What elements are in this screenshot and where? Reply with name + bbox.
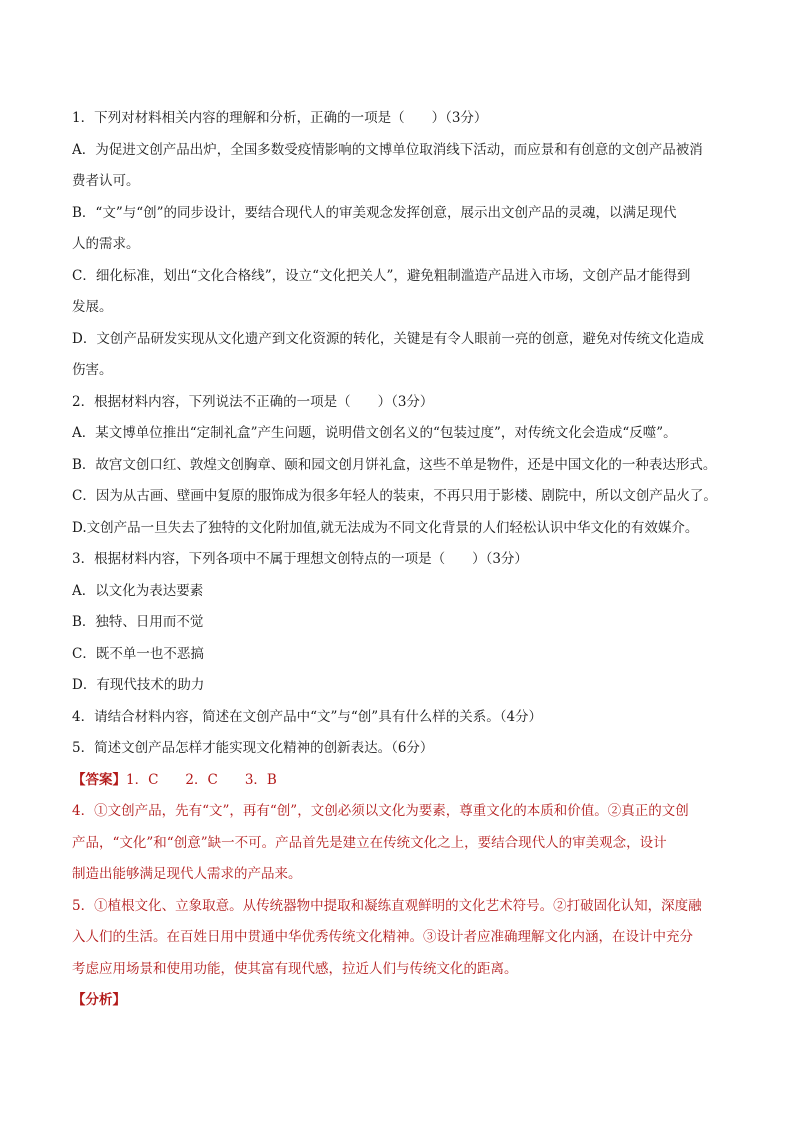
question-2-option-b: B．故宫文创口红、敦煌文创胸章、颐和园文创月饼礼盒，这些不单是物件，还是中国文化的一种表达形式。 <box>72 456 717 473</box>
question-1-option-a-line-1: A．为促进文创产品出炉，全国多数受疫情影响的文博单位取消线下活动，而应景和有创意的文创产品被消 <box>72 141 703 158</box>
question-1-stem: 1．下列对材料相关内容的理解和分析，正确的一项是（ ）（3分） <box>72 110 488 126</box>
question-1-option-d-line-2: 伤害。 <box>72 362 113 378</box>
answer-4-line-2: 产品，“文化”和“创意”缺一不可。产品首先是建立在传统文化之上，要结合现代人的审美观念，设计 <box>72 834 667 851</box>
question-3-option-a: A．以文化为表达要素 <box>72 582 204 599</box>
question-2-stem: 2．根据材料内容，下列说法不正确的一项是（ ）（3分） <box>72 393 434 410</box>
answer-4-line-3: 制造出能够满足现代人需求的产品来。 <box>72 866 302 882</box>
question-3-option-c: C．既不单一也不恶搞 <box>72 645 204 662</box>
answer-4-line-1: 4．①文创产品，先有“文”，再有“创”，文创必须以文化为要素，尊重文化的本质和价值。②真正的文创 <box>72 803 689 819</box>
question-1-option-c-line-1: C．细化标准，划出“文化合格线”，设立“文化把关人”，避免粗制滥造产品进入市场，文创产品才能得到 <box>72 267 691 284</box>
question-5-stem: 5．简述文创产品怎样才能实现文化精神的创新表达。（6分） <box>72 740 434 756</box>
analysis-heading <box>72 985 724 1017</box>
question-2-option-d: D.文创产品一旦失去了独特的文化附加值,就无法成为不同文化背景的人们轻松认识中华文化的有效媒介。 <box>72 519 699 536</box>
question-1-option-d-line-1: D．文创产品研发实现从文化遗产到文化资源的转化，关键是有令人眼前一亮的创意，避免对传统文化造成 <box>72 330 704 347</box>
question-1-option-b-line-2: 人的需求。 <box>72 236 140 252</box>
question-1-option-a-line-2: 费者认可。 <box>72 173 140 189</box>
page-content <box>72 103 724 1017</box>
question-2-option-c: C．因为从古画、壁画中复原的服饰成为很多年轻人的装束，不再只用于影楼、剧院中，所以文创产品火了。 <box>72 488 717 504</box>
question-3-option-b: B．独特、日用而不觉 <box>72 614 204 630</box>
question-3-stem: 3．根据材料内容，下列各项中不属于理想文创特点的一项是（ ）（3分） <box>72 551 528 567</box>
question-1-option-b-line-1: B．“文”与“创”的同步设计，要结合现代人的审美观念发挥创意，展示出文创产品的灵魂，以满足现代 <box>72 204 677 221</box>
question-1-option-c-line-2: 发展。 <box>72 299 113 315</box>
question-2-option-a: A．某文博单位推出“定制礼盒”产生问题，说明借文创名义的“包装过度”，对传统文化会造成“反噬”。 <box>72 425 677 441</box>
question-3-option-d: D．有现代技术的助力 <box>72 677 205 693</box>
answer-label: 【答案】 <box>72 771 126 788</box>
answer-choices: 1．C 2．C 3．B <box>126 771 277 788</box>
answer-5-line-1: 5．①植根文化、立象取意。从传统器物中提取和凝练直观鲜明的文化艺术符号。②打破固化认知，深度融 <box>72 897 702 914</box>
question-4-stem: 4．请结合材料内容，简述在文创产品中“文”与“创”具有什么样的关系。（4分） <box>72 708 543 725</box>
answer-5-line-3: 考虑应用场景和使用功能，使其富有现代感，拉近人们与传统文化的距离。 <box>72 960 518 977</box>
analysis-label: 【分析】 <box>72 992 126 1008</box>
answer-choices-line <box>72 765 724 797</box>
answer-5-line-2: 入人们的生活。在百姓日用中贯通中华优秀传统文化精神。③设计者应准确理解文化内涵，在设计中充分 <box>72 929 693 945</box>
